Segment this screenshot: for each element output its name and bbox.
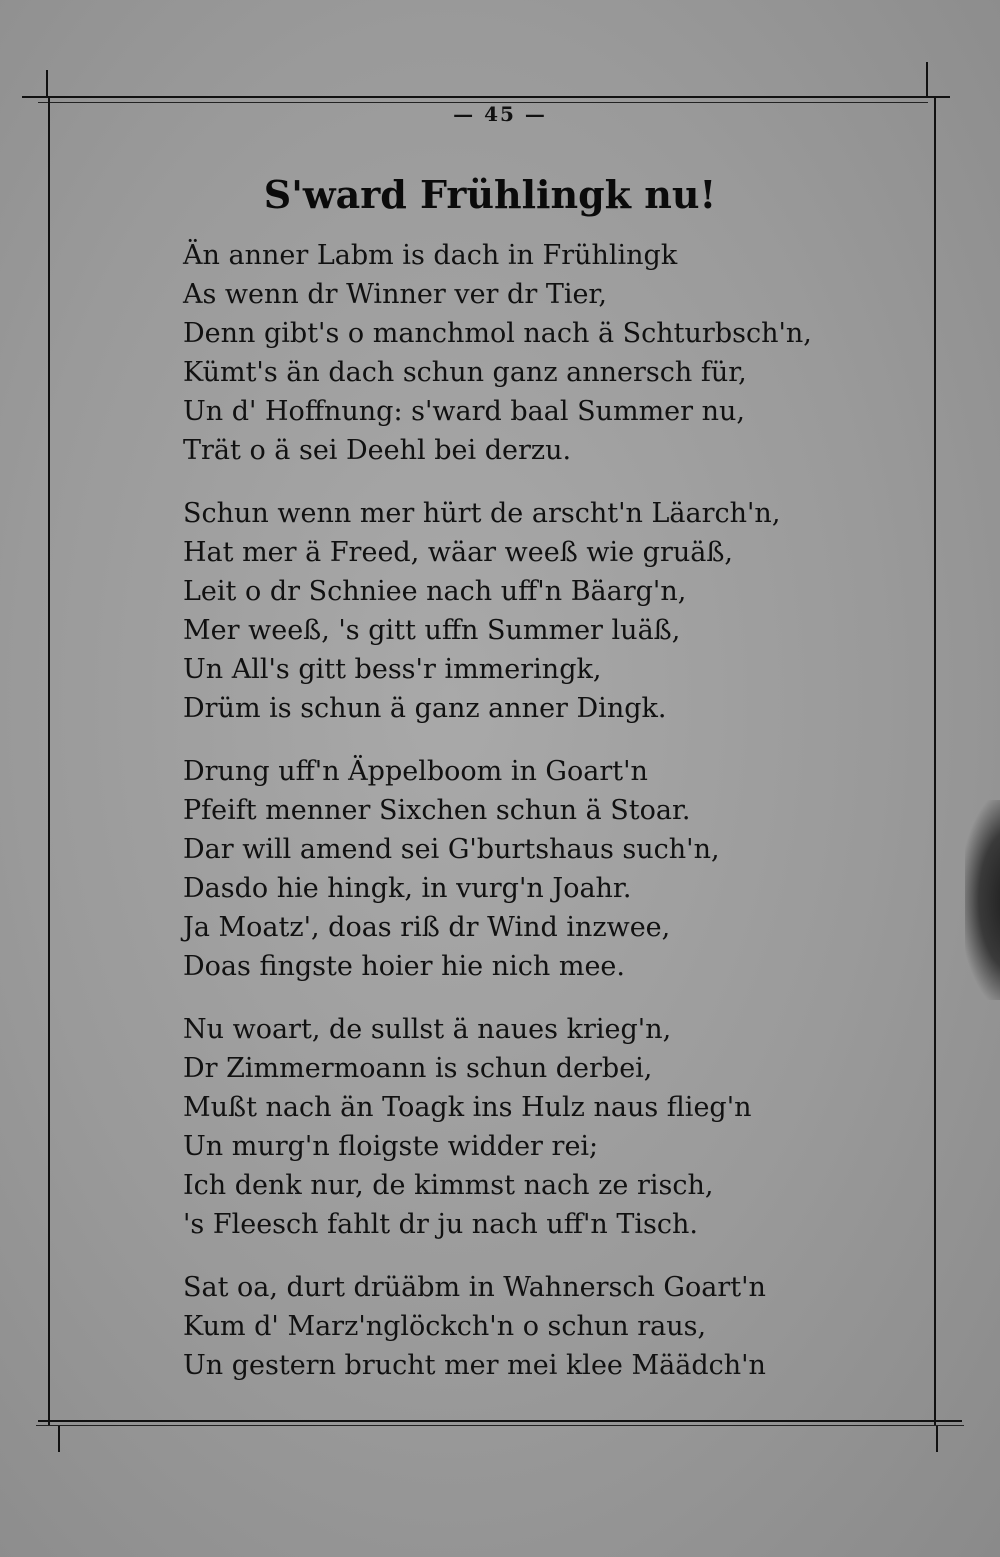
stanza [183,1268,903,1385]
corner-tick-bottom-right [936,1426,938,1452]
poem-line: Denn gibt's o manchmol nach ä Schturbsch'n, [183,318,812,349]
poem-line: Kum d' Marz'nglöckch'n o schun raus, [183,1311,707,1342]
poem-line: Un All's gitt bess'r immeringk, [183,654,602,685]
poem-line: Kümt's än dach schun ganz annersch für, [183,357,747,388]
poem-line: Nu woart, de sullst ä naues krieg'n, [183,1014,672,1045]
poem-line: Trät o ä sei Deehl bei derzu. [183,435,572,466]
page-number: — 45 — [453,102,547,126]
frame-left-rule [48,96,50,1426]
poem-line: Drung uff'n Äppelboom in Goart'n [183,756,648,787]
poem-line: Mer weeß, 's gitt uffn Summer luäß, [183,615,681,646]
corner-tick-bottom-left [58,1426,60,1452]
poem-line: Dar will amend sei G'burtshaus such'n, [183,834,720,865]
poem-line: As wenn dr Winner ver dr Tier, [183,279,607,310]
poem-line: Schun wenn mer hürt de arscht'n Läarch'n, [183,498,781,529]
poem-body [183,236,903,1409]
binding-shadow [965,800,1000,1000]
poem-line: Dasdo hie hingk, in vurg'n Joahr. [183,873,632,904]
poem-line: Un murg'n floigste widder rei; [183,1131,599,1162]
stanza [183,1010,903,1244]
poem-line: Än anner Labm is dach in Frühlingk [183,240,678,271]
poem-line: Un d' Hoffnung: s'ward baal Summer nu, [183,396,746,427]
poem-line: 's Fleesch fahlt dr ju nach uff'n Tisch. [183,1209,698,1240]
poem-title: S'ward Frühlingk nu! [263,172,717,217]
poem-line: Hat mer ä Freed, wäar weeß wie gruäß, [183,537,733,568]
poem-line: Pfeift menner Sixchen schun ä Stoar. [183,795,691,826]
corner-tick-top-left [46,70,48,96]
poem-line: Drüm is schun ä ganz anner Dingk. [183,693,667,724]
stanza [183,236,903,470]
poem-line: Ja Moatz', doas riß dr Wind inzwee, [183,912,671,943]
poem-line: Leit o dr Schniee nach uff'n Bäarg'n, [183,576,687,607]
corner-tick-top-right [926,62,928,96]
stanza [183,494,903,728]
frame-right-rule [934,96,936,1426]
stanza [183,752,903,986]
poem-line: Un gestern brucht mer mei klee Määdch'n [183,1350,766,1381]
poem-line: Doas fingste hoier hie nich mee. [183,951,625,982]
frame-bottom-rule-inner [36,1425,964,1426]
frame-bottom-rule [38,1420,962,1422]
poem-line: Sat oa, durt drüäbm in Wahnersch Goart'n [183,1272,766,1303]
poem-line: Mußt nach än Toagk ins Hulz naus flieg'n [183,1092,752,1123]
frame-top-rule [22,96,950,98]
poem-line: Dr Zimmermoann is schun derbei, [183,1053,653,1084]
poem-line: Ich denk nur, de kimmst nach ze risch, [183,1170,714,1201]
